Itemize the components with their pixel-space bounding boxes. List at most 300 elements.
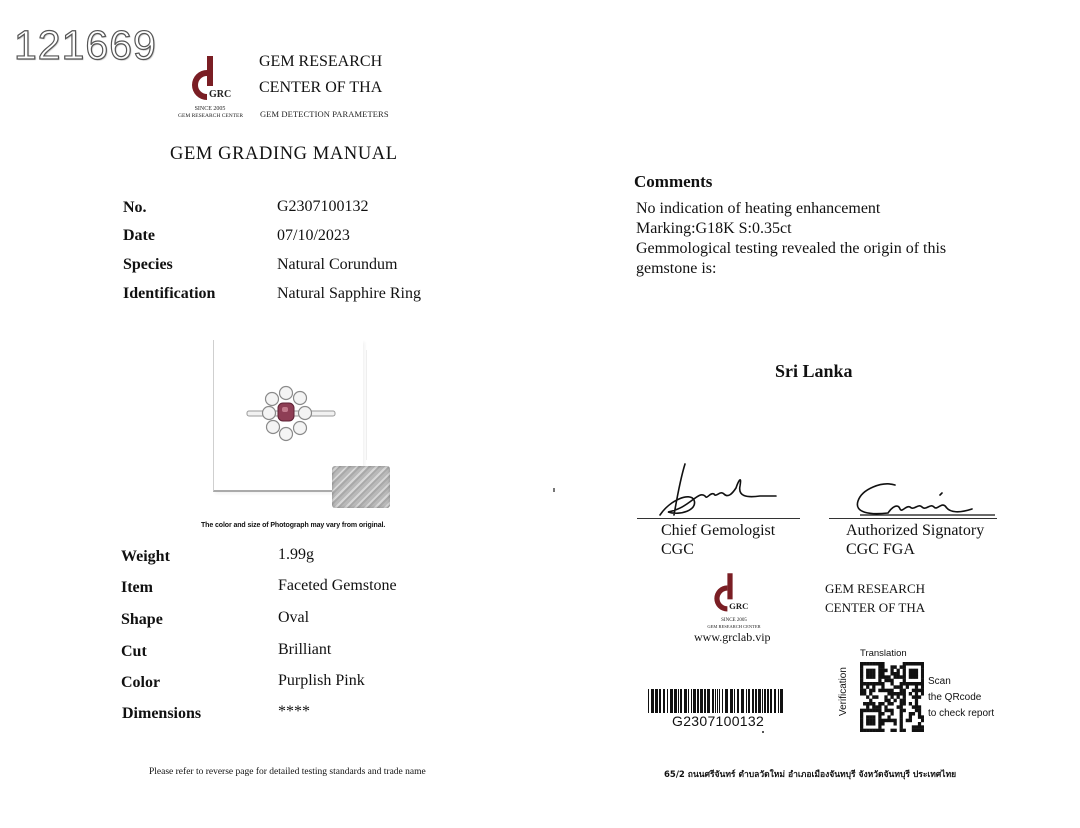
qr-module [909,715,912,719]
qr-module [900,715,903,719]
qr-module [890,665,893,669]
value-no: G2307100132 [277,198,369,215]
qr-module [921,665,924,669]
qr-module [875,662,878,666]
qr-module [887,699,890,703]
qr-module [866,685,869,689]
qr-module [900,702,903,706]
barcode-bar [778,689,779,713]
qr-module [866,705,869,709]
qr-module [866,682,869,686]
qr-module [906,682,909,686]
barcode-bar [715,689,716,713]
qr-module [860,672,863,676]
qr-module [869,709,872,713]
qr-module [875,705,878,709]
qr-module [878,672,881,676]
qr-module [918,689,921,693]
label-dimensions: Dimensions [122,705,202,722]
org-name-line2: CENTER OF THA [259,79,383,96]
qr-module [918,715,921,719]
qr-module [915,692,918,696]
qr-module [918,695,921,699]
barcode-bar [659,689,661,713]
signature-line [829,518,997,519]
qr-module [866,709,869,713]
qr-module [860,692,863,696]
qr-module [918,682,921,686]
qr-module [894,699,897,703]
qr-module [866,715,869,719]
logo-since: SINCE 2005 [194,106,226,112]
qr-module [900,722,903,726]
barcode-bar [684,689,687,713]
qr-module [860,715,863,719]
qr-module [878,712,881,716]
qr-module [878,709,881,713]
barcode-bar [774,689,776,713]
qr-module [881,682,884,686]
qr-module [869,692,872,696]
qr-module [869,669,872,673]
qr-module [881,672,884,676]
qr-module [918,729,921,732]
qr-module [918,705,921,709]
qr-module [897,675,900,679]
qr-module [921,689,924,693]
qr-module [869,689,872,693]
grc-logo-icon [710,573,750,617]
qr-module [918,662,921,666]
qr-module [863,689,866,693]
barcode-number: G2307100132 [672,713,765,729]
qr-module [869,662,872,666]
value-dimensions: **** [278,703,310,720]
qr-module [909,675,912,679]
value-date: 07/10/2023 [277,227,350,244]
qr-module [878,669,881,673]
qr-module [860,682,863,686]
qr-module [869,729,872,732]
qr-module [881,689,884,693]
qr-module [903,702,906,706]
qr-module [878,719,881,723]
qr-module [906,662,909,666]
barcode-bar [651,689,654,713]
qr-module [866,719,869,723]
qr-module [872,729,875,732]
qr-module [918,725,921,729]
qr-module [869,715,872,719]
qr-module [875,709,878,713]
qr-module [866,722,869,726]
qr-module [921,672,924,676]
qr-module [903,679,906,683]
qr-module [912,682,915,686]
qr-module [872,719,875,723]
barcode-bar [719,689,720,713]
qr-module [863,709,866,713]
qr-module [869,719,872,723]
qr-module [872,669,875,673]
qr-module [903,695,906,699]
qr-module [912,695,915,699]
qr-module [872,689,875,693]
chief-gemologist-signature-icon [650,460,780,520]
qr-module [881,669,884,673]
qr-module [909,719,912,723]
org-subtitle: GEM DETECTION PARAMETERS [260,109,389,119]
qr-module [897,672,900,676]
qr-module [915,729,918,732]
qr-module [872,705,875,709]
comment-line: No indication of heating enhancement [636,200,881,217]
qr-module [860,722,863,726]
qr-module [869,675,872,679]
barcode-bar [678,689,679,713]
label-no: No. [123,199,147,216]
qr-module [915,682,918,686]
qr-module [912,675,915,679]
qr-module [860,725,863,729]
barcode-bar [670,689,673,713]
qr-module [915,705,918,709]
qr-module [903,692,906,696]
qr-module [921,679,924,683]
barcode-bar [741,689,744,713]
qr-module [869,702,872,706]
qr-module [912,672,915,676]
barcode-bar [748,689,750,713]
barcode-bar [752,689,754,713]
qr-module [869,672,872,676]
value-item: Faceted Gemstone [278,577,397,594]
qr-module [881,722,884,726]
qr-note-line: Scan [928,676,951,687]
qr-module [894,685,897,689]
qr-module [860,679,863,683]
qr-module [903,699,906,703]
label-identification: Identification [123,285,216,302]
qr-module [863,692,866,696]
qr-module [866,675,869,679]
qr-module [872,709,875,713]
qr-module [921,719,924,723]
qr-module [887,679,890,683]
qr-module [921,675,924,679]
qr-module [881,729,884,732]
barcode-bar [667,689,668,713]
qr-module [884,699,887,703]
label-date: Date [123,227,155,244]
qr-module [897,705,900,709]
barcode-bar [762,689,763,713]
qr-module [872,662,875,666]
qr-module [881,685,884,689]
comment-line: Gemmological testing revealed the origin of this [636,240,947,257]
qr-module [878,702,881,706]
qr-module [897,695,900,699]
barcode-bar [691,689,692,713]
qr-module [860,662,863,666]
qr-module [884,669,887,673]
qr-module [921,669,924,673]
qr-module [884,695,887,699]
barcode-bar [746,689,747,713]
comment-line: Marking:G18K S:0.35ct [636,220,792,237]
qr-module [884,689,887,693]
qr-module [860,675,863,679]
qr-module [884,679,887,683]
qr-module [878,682,881,686]
barcode-bar [730,689,733,713]
qr-module [900,719,903,723]
website-link[interactable]: www.grclab.vip [694,630,771,644]
barcode-bar [704,689,706,713]
qr-module [875,695,878,699]
watermark-id: 121669 [14,22,157,68]
barcode-bar [717,689,718,713]
qr-module [900,729,903,732]
qr-module [869,722,872,726]
qr-module [881,665,884,669]
qr-module [890,712,893,716]
origin-country: Sri Lanka [775,361,853,381]
value-cut: Brilliant [278,641,332,658]
svg-text:GRC: GRC [729,600,749,611]
qr-module [890,709,893,713]
qr-module [878,665,881,669]
qr-module [921,715,924,719]
qr-module [890,695,893,699]
qr-module [921,662,924,666]
qr-module [915,672,918,676]
label-shape: Shape [121,611,163,628]
comment-line: gemstone is: [636,260,717,277]
qr-module [897,669,900,673]
qr-module [878,729,881,732]
barcode-bar [674,689,677,713]
qr-module [890,679,893,683]
hologram-seal [332,466,390,508]
qr-module [921,685,924,689]
signature-line [637,518,800,519]
barcode-bar [707,689,710,713]
svg-text:GRC: GRC [209,89,232,100]
qr-module [860,719,863,723]
footer-logo-since: SINCE 2005 [721,618,747,623]
barcode-bar [770,689,772,713]
footer-org-line2: CENTER OF THA [825,600,926,615]
barcode-bar [780,689,783,713]
qr-module [909,672,912,676]
print-mark [762,731,764,733]
qr-module [866,702,869,706]
barcode-bar [688,689,689,713]
qr-module [887,675,890,679]
label-species: Species [123,256,173,273]
grc-logo [187,56,233,106]
qr-module [894,722,897,726]
qr-module [887,692,890,696]
qr-module [890,702,893,706]
qr-module [921,682,924,686]
qr-module [915,689,918,693]
qr-module [881,702,884,706]
barcode-bar [655,689,658,713]
qr-module [900,682,903,686]
qr-module [863,662,866,666]
qr-module [915,675,918,679]
barcode-bar [755,689,757,713]
qr-module [915,725,918,729]
qr-module [918,712,921,716]
qr-module [921,729,924,732]
barcode-bar [712,689,714,713]
qr-module [878,689,881,693]
qr-module [903,672,906,676]
qr-module [863,702,866,706]
qr-module [878,705,881,709]
qr-module [909,669,912,673]
qr-module [900,665,903,669]
qr-module [881,662,884,666]
qr-module [915,695,918,699]
qr-module [903,682,906,686]
qr-module [887,709,890,713]
footer-note: Please refer to reverse page for detailed testing standards and trade name [149,767,426,777]
qr-module [912,705,915,709]
qr-module [906,719,909,723]
qr-module [872,715,875,719]
qr-module [860,709,863,713]
signatory-2-role: Authorized Signatory [846,522,985,539]
qr-module [903,675,906,679]
qr-module [878,725,881,729]
barcode-bar [700,689,703,713]
qr-side-label: Verification [838,667,849,716]
qr-module [915,699,918,703]
qr-module [887,702,890,706]
qr-module [878,662,881,666]
qr-module [872,722,875,726]
qr-note-line: to check report [928,708,995,719]
qr-module [900,689,903,693]
qr-module [894,672,897,676]
qr-title: Translation [860,648,907,659]
qr-module [900,692,903,696]
qr-module [860,729,863,732]
qr-module [860,665,863,669]
qr-module [890,689,893,693]
qr-module [890,719,893,723]
qr-module [912,725,915,729]
qr-module [878,715,881,719]
qr-module [866,729,869,732]
qr-module [890,669,893,673]
value-shape: Oval [278,609,310,626]
qr-module [872,672,875,676]
qr-module [872,702,875,706]
qr-module [866,669,869,673]
qr-module [872,695,875,699]
qr-module [890,672,893,676]
qr-module [881,675,884,679]
qr-module [912,669,915,673]
logo-center: GEM RESEARCH CENTER [178,113,244,119]
qr-module [866,662,869,666]
qr-module [866,672,869,676]
value-identification: Natural Sapphire Ring [277,285,421,302]
qr-module [906,685,909,689]
qr-module [912,712,915,716]
qr-module [900,675,903,679]
qr-module [878,679,881,683]
barcode-bar [767,689,769,713]
qr-module [903,665,906,669]
qr-module [921,692,924,696]
qr-module [918,722,921,726]
qr-module [897,685,900,689]
document-title: GEM GRADING MANUAL [170,144,398,164]
qr-module [890,729,893,732]
qr-module [890,682,893,686]
value-weight: 1.99g [278,546,314,563]
qr-module [894,692,897,696]
qr-module [921,725,924,729]
qr-module [912,662,915,666]
qr-module [900,705,903,709]
barcode-bar [722,689,723,713]
qr-module [884,675,887,679]
qr-module [903,709,906,713]
footer-org-line1: GEM RESEARCH [825,581,926,596]
qr-module [894,665,897,669]
qr-module [909,692,912,696]
qr-module [863,729,866,732]
qr-module [875,729,878,732]
fold-mark [553,488,555,492]
barcode-bar [734,689,735,713]
barcode-bar [663,689,665,713]
qr-module [909,662,912,666]
qr-module [897,692,900,696]
qr-module [903,689,906,693]
qr-module [909,702,912,706]
qr-module [894,729,897,732]
qr-module [903,729,906,732]
qr-module [887,689,890,693]
qr-code[interactable] [860,662,924,732]
qr-module [869,682,872,686]
value-species: Natural Corundum [277,256,398,273]
label-color: Color [121,674,161,691]
qr-module [915,669,918,673]
qr-module [881,712,884,716]
qr-module [872,682,875,686]
qr-module [881,719,884,723]
qr-module [894,719,897,723]
signatory-2-org: CGC FGA [846,541,915,558]
barcode-bar [725,689,728,713]
qr-module [912,729,915,732]
qr-module [860,685,863,689]
qr-module [903,662,906,666]
qr-module [878,675,881,679]
qr-module [909,682,912,686]
barcode-bar [697,689,699,713]
signatory-1-org: CGC [661,541,694,558]
